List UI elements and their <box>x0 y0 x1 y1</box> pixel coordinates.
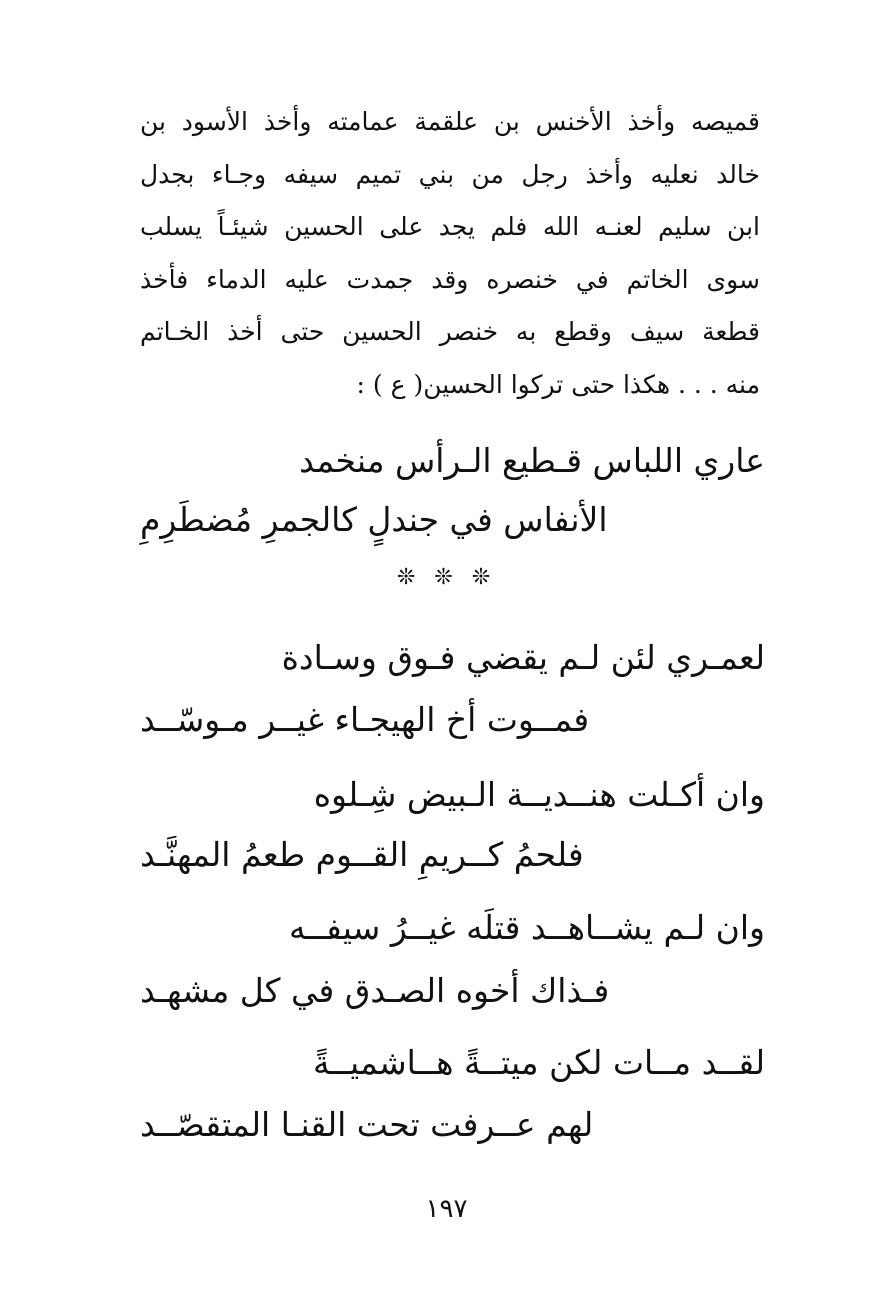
verse-hemistich-second: لهم عــرفت تحت القنـا المتقصّــد <box>140 1105 594 1144</box>
verse-hemistich-second: الأنفاس في جندلٍ كالجمرِ مُضطَرِمِ <box>140 500 608 539</box>
verse-hemistich-first: لقــد مــات لكن ميتــةً هــاشميــةً <box>312 1043 765 1082</box>
prose-line: قميصه وأخذ الأخنس بن علقمة عمامته وأخذ الأسود بن <box>140 107 760 136</box>
prose-line: منه . . . هكذا حتى تركوا الحسين( ع ) : <box>356 369 760 399</box>
verse-hemistich-first: وان لـم يشــاهــد قتلَه غيــرُ سيفــه <box>289 908 765 947</box>
verse-hemistich-first: عاري اللباس قـطيع الـرأس منخمد <box>299 441 765 480</box>
prose-line: قطعة سيف وقطع به خنصر الحسين حتى أخذ الخـاتم <box>140 317 760 346</box>
section-separator: ❊ ❊ ❊ <box>396 565 497 590</box>
verse-hemistich-second: فلحمُ كــريمِ القــوم طعمُ المهنَّـد <box>140 835 584 874</box>
verse-hemistich-second: فـذاك أخوه الصـدق في كل مشهـد <box>140 971 610 1010</box>
verse-hemistich-first: لعمـري لئن لـم يقضي فـوق وسـادة <box>281 638 765 677</box>
verse-hemistich-first: وان أكـلت هنــديــة الـبيض شِـلوه <box>313 775 765 814</box>
prose-line: ابن سليم لعنـه الله فلم يجد على الحسين شيئـاً يسلب <box>140 212 760 241</box>
prose-line: خالد نعليه وأخذ رجل من بني تميم سيفه وجـاء بجدل <box>140 159 760 189</box>
prose-line: سوى الخاتم في خنصره وقد جمدت عليه الدماء فأخذ <box>140 264 760 294</box>
prose-paragraph <box>140 96 760 411</box>
verse-hemistich-second: فمــوت أخ الهيجـاء غيــر مـوسّــد <box>140 700 590 739</box>
page-number: ١٩٧ <box>425 1194 468 1224</box>
